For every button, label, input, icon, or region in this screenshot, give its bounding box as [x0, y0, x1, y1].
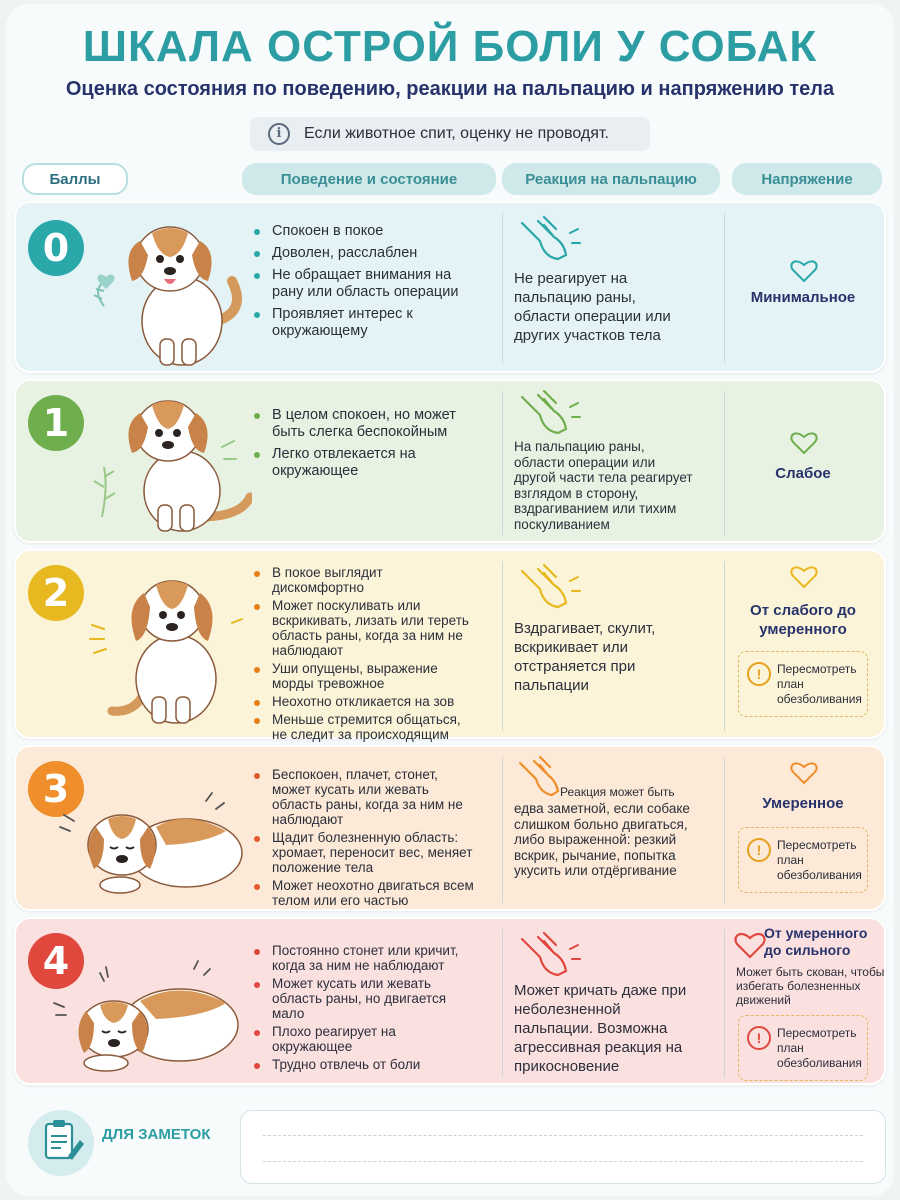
score-row-2	[14, 549, 886, 742]
behavior-item: Постоянно стонет или кричит, когда за ним не наблюдают	[252, 943, 478, 973]
review-plan-box	[738, 1015, 868, 1081]
behavior-item: Спокоен в покое	[252, 223, 472, 240]
column-divider	[502, 213, 503, 363]
notes-label: ДЛЯ ЗАМЕТОК	[102, 1126, 211, 1143]
uncomfortable-dog-illustration	[82, 563, 252, 731]
behavior-list	[252, 407, 478, 485]
heart-icon	[790, 761, 818, 785]
column-divider	[502, 929, 503, 1077]
behavior-list	[252, 223, 472, 345]
column-divider	[724, 213, 725, 363]
reaction-text: На пальпацию раны, области операции или другой части тела реагирует взглядом в сторону, вздрагиванием или тихим поскуливанием	[514, 439, 693, 532]
behavior-item: Может поскуливать или вскрикивать, лизать или тереть область раны, когда за ним не наблюдают	[252, 598, 478, 658]
warning-icon: !	[747, 662, 771, 686]
behavior-item: В целом спокоен, но может быть слегка беспокойным	[252, 407, 478, 441]
score-row-3	[14, 745, 886, 911]
behavior-item: Плохо реагирует на окружающее	[252, 1024, 478, 1054]
behavior-item: Беспокоен, плачет, стонет, может кусать или жевать область раны, когда за ним не наблюдают	[252, 767, 478, 827]
behavior-item: Меньше стремится общаться, не следит за происходящим	[252, 712, 478, 742]
review-plan-box	[738, 651, 868, 717]
reaction-text: едва заметной, если собаке слишком больно двигаться, либо выраженной: резкий вскрик, рычание, попытка укусить или отдёргивание	[514, 801, 690, 878]
column-divider	[502, 561, 503, 731]
notes-line	[263, 1161, 863, 1162]
column-divider	[502, 757, 503, 903]
header-reaction: Реакция на пальпацию	[502, 163, 720, 195]
hand-icon	[514, 753, 566, 799]
hand-icon	[514, 559, 584, 613]
notes-area[interactable]	[240, 1110, 886, 1184]
score-row-4	[14, 917, 886, 1085]
reaction-text: Может кричать даже при неболезненной пальпации. Возможна агрессивная реакция на прикосновение	[514, 982, 687, 1075]
behavior-list	[252, 943, 478, 1075]
score-row-1	[14, 379, 886, 543]
score-badge: 0	[28, 220, 84, 276]
behavior-list	[252, 767, 478, 911]
hand-icon	[514, 927, 584, 981]
warning-icon: !	[747, 838, 771, 862]
behavior-item: Может кусать или жевать область раны, но двигается мало	[252, 976, 478, 1021]
column-divider	[724, 391, 725, 535]
behavior-list	[252, 565, 478, 745]
info-icon: i	[268, 123, 290, 145]
reaction-text: Вздрагивает, скулит, вскрикивает или отстраняется при пальпации	[514, 620, 656, 694]
tension-level: Минимальное	[750, 289, 856, 306]
happy-dog-illustration	[82, 211, 252, 369]
behavior-item: Может неохотно двигаться всем телом или его частью	[252, 878, 478, 908]
tension-level: Умеренное	[762, 795, 844, 812]
hand-icon	[514, 385, 584, 439]
tension-level: Слабое	[775, 465, 831, 482]
behavior-item: Проявляет интерес к окружающему	[252, 306, 472, 340]
heart-icon	[734, 931, 766, 959]
behavior-item: Доволен, расслаблен	[252, 245, 472, 262]
sleep-note-text: Если животное спит, оценку не проводят.	[304, 125, 609, 142]
heart-icon	[790, 565, 818, 589]
heart-icon	[790, 259, 818, 283]
header-tension: Напряжение	[732, 163, 882, 195]
column-divider	[724, 757, 725, 903]
warning-icon: !	[747, 1026, 771, 1050]
lying-dog-illustration	[56, 787, 252, 901]
sleep-note	[250, 117, 650, 151]
behavior-item: Трудно отвлечь от боли	[252, 1057, 478, 1072]
page-subtitle: Оценка состояния по поведению, реакции на пальпацию и напряжению тела	[65, 78, 835, 100]
tension-level: От слабого до умеренного	[750, 602, 856, 638]
score-row-0	[14, 201, 886, 373]
behavior-item: Неохотно откликается на зов	[252, 694, 478, 709]
reaction-text: Не реагирует на пальпацию раны, области операции или других участков тела	[514, 270, 671, 344]
score-badge: 1	[28, 395, 84, 451]
header-score: Баллы	[22, 163, 128, 195]
tension-note: Может быть скован, чтобы избегать болезненных движений	[736, 965, 885, 1007]
page-title: ШКАЛА ОСТРОЙ БОЛИ У СОБАК	[82, 22, 818, 71]
suffering-dog-illustration	[44, 959, 252, 1079]
column-divider	[502, 391, 503, 535]
review-plan-text: Пересмотреть план обезболивания	[777, 662, 862, 706]
review-plan-text: Пересмотреть план обезболивания	[777, 838, 862, 882]
score-badge: 2	[28, 565, 84, 621]
review-plan-box	[738, 827, 868, 893]
behavior-item: Щадит болезненную область: хромает, переносит вес, меняет положение тела	[252, 830, 478, 875]
hand-icon	[514, 211, 584, 265]
notes-icon	[28, 1110, 94, 1176]
tension-level: От умеренного до сильного	[764, 925, 868, 958]
column-divider	[724, 561, 725, 731]
calm-dog-illustration	[82, 387, 252, 539]
behavior-item: Легко отвлекается на окружающее	[252, 446, 478, 480]
heart-icon	[790, 431, 818, 455]
reaction-heading: Реакция может быть	[560, 785, 675, 799]
behavior-item: Не обращает внимания на рану или область операции	[252, 267, 472, 301]
column-divider	[724, 929, 725, 1077]
behavior-item: В покое выглядит дискомфортно	[252, 565, 478, 595]
score-badge: 4	[28, 933, 84, 989]
review-plan-text: Пересмотреть план обезболивания	[777, 1026, 862, 1070]
behavior-item: Уши опущены, выражение морды тревожное	[252, 661, 478, 691]
notes-line	[263, 1135, 863, 1136]
header-behavior: Поведение и состояние	[242, 163, 496, 195]
score-badge: 3	[28, 761, 84, 817]
